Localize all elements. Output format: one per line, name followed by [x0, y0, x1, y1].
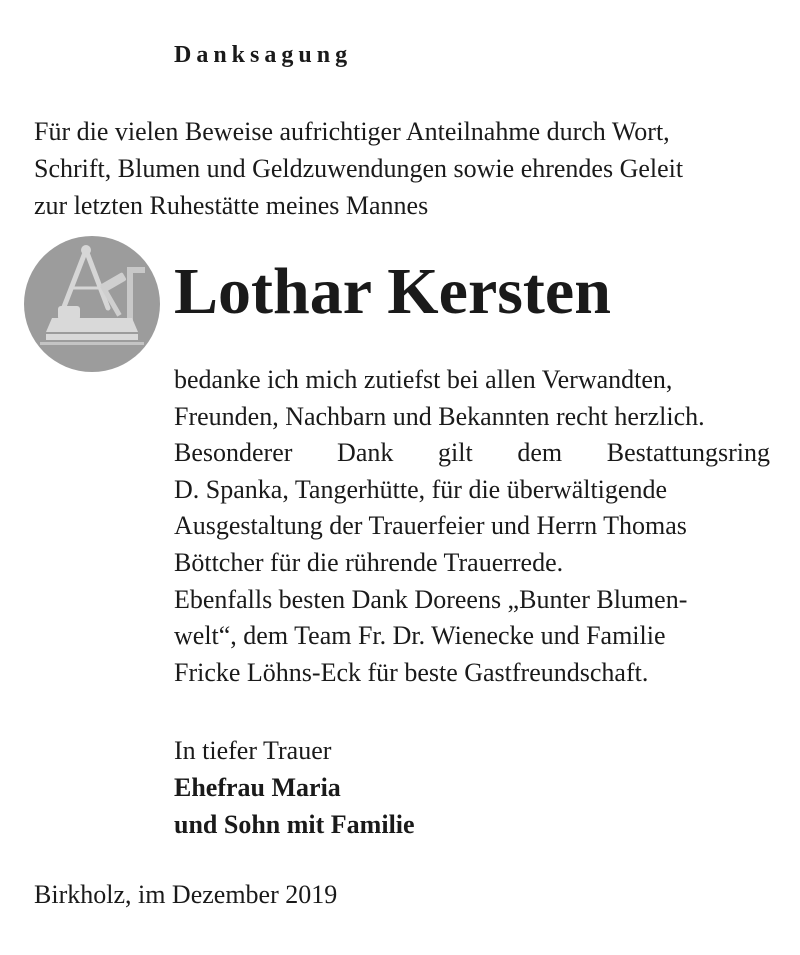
intro-line: zur letzten Ruhestätte meines Mannes: [34, 191, 429, 220]
thanks-line: Ausgestaltung der Trauerfeier und Herrn Thomas: [174, 511, 687, 541]
thanks-line: Freunden, Nachbarn und Bekannten recht herzlich.: [174, 401, 705, 431]
thanks-line: Fricke Löhns-Eck für beste Gastfreundschaft.: [174, 657, 649, 687]
thanks-paragraph: [174, 362, 770, 691]
thanks-line: D. Spanka, Tangerhütte, für die überwältigende: [174, 474, 667, 504]
thanks-line: welt“, dem Team Fr. Dr. Wienecke und Familie: [174, 621, 666, 651]
place-date: Birkholz, im Dezember 2019: [34, 880, 338, 909]
thanks-line: Besonderer Dank gilt dem Bestattungsring: [174, 438, 770, 468]
intro-line: Schrift, Blumen und Geldzuwendungen sowie ehrendes Geleit: [34, 154, 684, 183]
mourning-intro: In tiefer Trauer: [174, 736, 332, 765]
carpenter-tools-icon: [22, 234, 162, 374]
thanks-line: Ebenfalls besten Dank Doreens „Bunter Blumen-: [174, 584, 688, 614]
signer-wife: Ehefrau Maria: [174, 773, 341, 802]
signer-family: und Sohn mit Familie: [174, 810, 415, 839]
deceased-name: Lothar Kersten: [174, 255, 611, 328]
thanks-line: bedanke ich mich zutiefst bei allen Verwandten,: [174, 365, 673, 394]
intro-line: Für die vielen Beweise aufrichtiger Anteilnahme durch Wort,: [34, 117, 670, 146]
mourning-signature: [174, 732, 415, 843]
intro-paragraph: [34, 113, 784, 224]
heading: Danksagung: [174, 42, 353, 68]
thanks-line: Böttcher für die rührende Trauerrede.: [174, 547, 564, 577]
